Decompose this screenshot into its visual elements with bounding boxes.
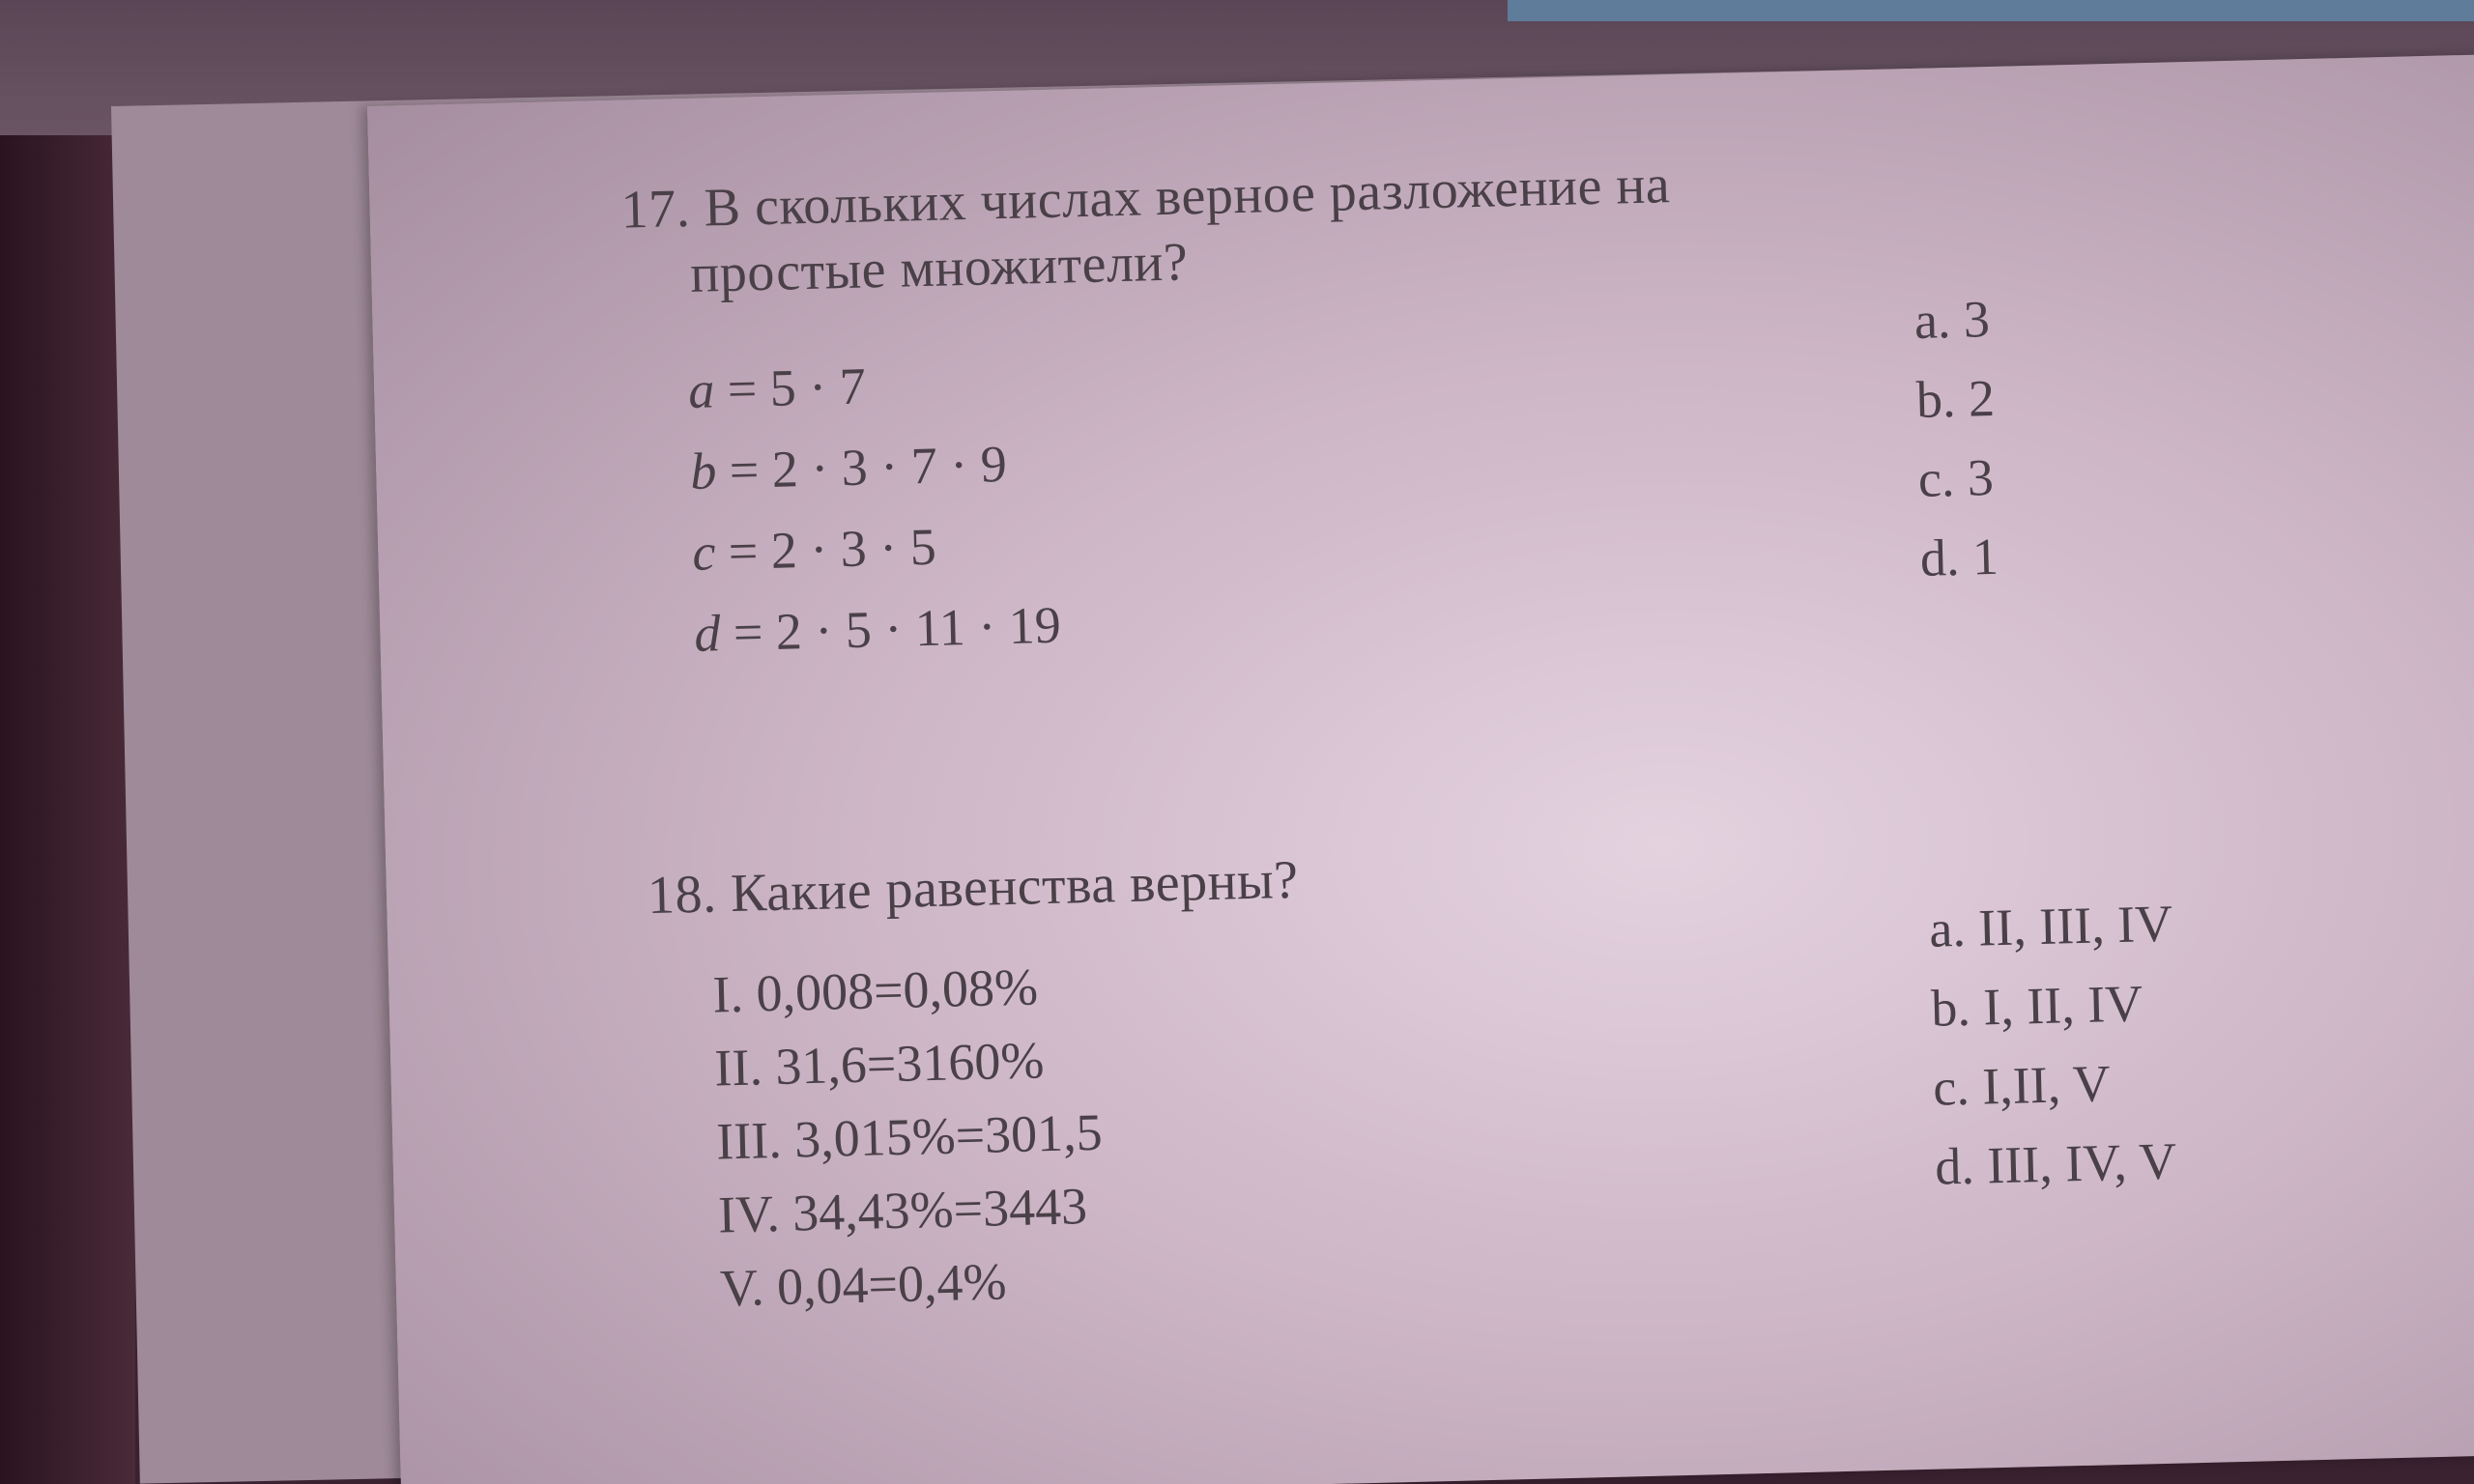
- question-17-title-line1: 17. В скольких числах верное разложение на: [619, 155, 1671, 241]
- item-c-var: c: [691, 523, 717, 582]
- item-d-var: d: [693, 604, 722, 663]
- option-18-c: c. I,II, V: [1932, 1054, 2112, 1117]
- item-iii: III. 3,015%=301,5: [715, 1102, 1104, 1171]
- item-b: [689, 422, 1057, 512]
- question-18-title: 18. Какие равенства верны?: [647, 849, 1300, 927]
- item-d: [693, 585, 1061, 674]
- option-17-c: c. 3: [1917, 448, 1995, 508]
- item-d-expr: = 2 · 5 · 11 · 19: [719, 595, 1062, 663]
- option-17-d: d. 1: [1919, 527, 1999, 587]
- worksheet-page: [367, 54, 2474, 1484]
- item-a: [687, 341, 1055, 431]
- option-18-d: d. III, IV, V: [1934, 1131, 2177, 1196]
- option-18-b: b. I, II, IV: [1930, 974, 2143, 1038]
- item-a-var: a: [687, 360, 716, 419]
- question-17-title: [620, 149, 1783, 308]
- question-17-items: [687, 341, 1062, 674]
- item-b-expr: = 2 · 3 · 7 · 9: [715, 434, 1008, 500]
- item-c: [691, 503, 1059, 593]
- item-ii: II. 31,6=3160%: [713, 1031, 1045, 1098]
- question-18-items: [712, 949, 1108, 1326]
- item-b-var: b: [689, 442, 718, 500]
- item-i: I. 0,008=0,08%: [711, 957, 1039, 1024]
- option-18-a: a. II, III, IV: [1928, 894, 2173, 958]
- question-17-options: [1913, 279, 1999, 598]
- item-a-expr: = 5 · 7: [713, 357, 867, 419]
- item-c-expr: = 2 · 3 · 5: [714, 517, 937, 582]
- question-18-options: [1928, 884, 2179, 1207]
- item-v: V. 0,04=0,4%: [719, 1252, 1008, 1318]
- option-17-b: b. 2: [1915, 368, 1996, 429]
- background-blue-patch: [1508, 0, 2474, 21]
- option-17-a: a. 3: [1913, 290, 1991, 350]
- worksheet-content: [367, 54, 2474, 1484]
- item-iv: IV. 34,43%=3443: [717, 1177, 1088, 1244]
- question-17-title-line2: простые множители?: [689, 232, 1189, 304]
